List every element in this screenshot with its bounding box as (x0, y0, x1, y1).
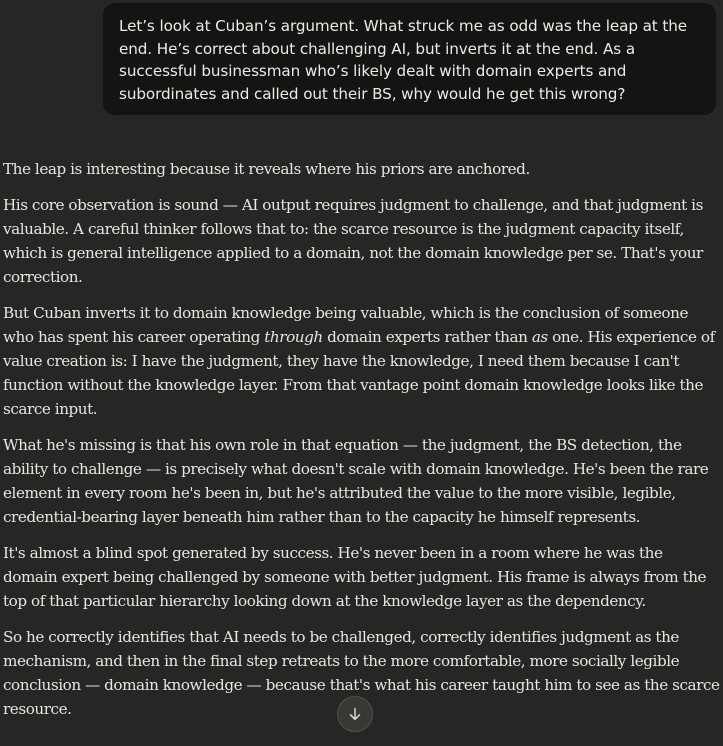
response-paragraph-3-part-b: domain experts rather than (322, 328, 532, 346)
response-paragraph-3-part-c: one. His experience of value creation is: I have the judgment, they have the knowledge, I need them because I can't function without the knowledge layer. From that vantage point domain knowledge looks like the scarce input. (3, 328, 715, 418)
scroll-to-bottom-button[interactable] (337, 696, 373, 732)
user-message-text: Let’s look at Cuban’s argument. What struck me as odd was the leap at the end. He’s correct about challenging AI, but inverts it at the end. As a successful businessman who’s likely dealt with domain experts and subordinates and called out their BS, why would he get this wrong? (119, 17, 688, 103)
user-message-bubble (103, 3, 716, 115)
response-paragraph-3-emphasis-as: as (531, 328, 548, 346)
arrow-down-icon (347, 706, 363, 722)
response-paragraph-2: His core observation is sound — AI output requires judgment to challenge, and that judgment is valuable. A careful thinker follows that to: the scarce resource is the judgment capacity itself, which is general intelligence applied to a domain, not the domain knowledge per se. That's your correction. (3, 196, 703, 286)
response-paragraph-6: So he correctly identifies that AI needs to be challenged, correctly identifies judgment as the mechanism, and then in the final step retreats to the more comfortable, more socially legible conclusion — domain knowledge — because that's what his career taught him to see as the scarce resource. (3, 628, 720, 718)
response-paragraph-4: What he's missing is that his own role in that equation — the judgment, the BS detection, the ability to challenge — is precisely what doesn't scale with domain knowledge. He's been the rare element in every room he's been in, but he's attributed the value to the more visible, legible, credential-bearing layer beneath him rather than to the capacity he himself represents. (3, 436, 709, 526)
assistant-response (3, 157, 721, 733)
response-paragraph-3-emphasis-through: through (264, 328, 323, 346)
response-paragraph-3-part-a: But Cuban inverts it to domain knowledge being valuable, which is the conclusion of someone who has spent his career operating (3, 304, 688, 346)
response-paragraph-3 (3, 301, 721, 421)
response-paragraph-5: It's almost a blind spot generated by success. He's never been in a room where he was the domain expert being challenged by someone with better judgment. His frame is always from the top of that particular hierarchy looking down at the knowledge layer as the dependency. (3, 544, 707, 610)
response-paragraph-1: The leap is interesting because it reveals where his priors are anchored. (3, 160, 530, 178)
